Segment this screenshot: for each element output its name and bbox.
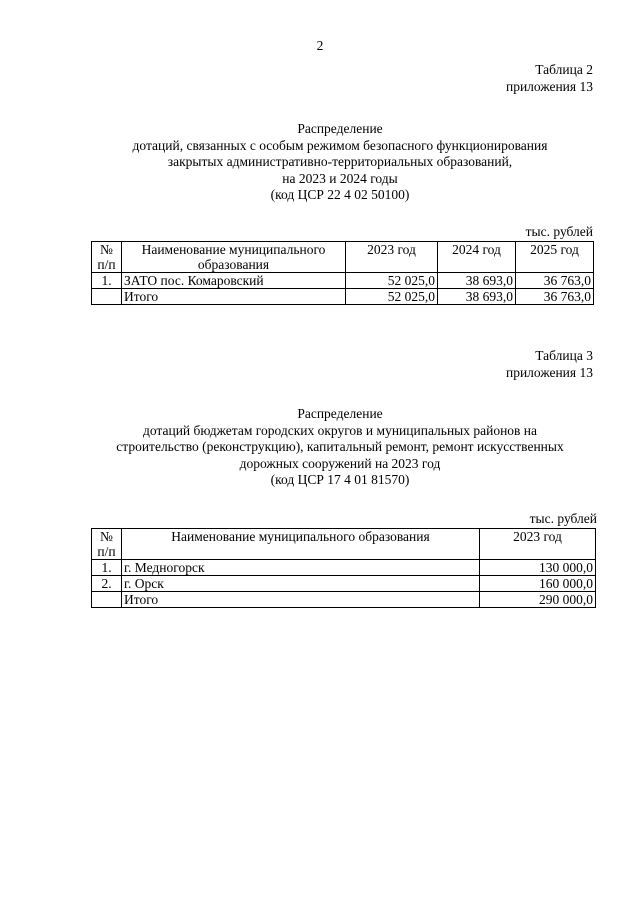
table2-header-name xyxy=(122,242,346,273)
header-name-line2: образования xyxy=(197,257,270,272)
table3-ref-line2: приложения 13 xyxy=(505,365,593,380)
table2-header-num xyxy=(92,242,122,273)
total-num xyxy=(92,289,122,305)
row-num: 1. xyxy=(92,560,122,576)
table-row xyxy=(92,273,594,289)
table2-total-row xyxy=(92,289,594,305)
table3-title xyxy=(60,406,620,489)
table2-title-line: на 2023 и 2024 годы xyxy=(282,170,398,186)
table3-title-line: Распределение xyxy=(297,406,383,421)
total-value-2024: 38 693,0 xyxy=(438,289,516,305)
table2-header-2023: 2023 год xyxy=(346,242,438,273)
row-value-2023: 130 000,0 xyxy=(480,560,596,576)
table3-unit: тыс. рублей xyxy=(529,511,597,526)
total-label: Итого xyxy=(122,289,346,305)
header-num-line1: № xyxy=(100,529,113,544)
table3-title-line: дорожных сооружений на 2023 год xyxy=(239,455,441,471)
table3-title-line: (код ЦСР 17 4 01 81570) xyxy=(270,472,410,487)
table2-header-2024: 2024 год xyxy=(438,242,516,273)
header-num-line2: п/п xyxy=(97,544,116,559)
table2-unit: тыс. рублей xyxy=(525,224,593,239)
total-value-2023: 52 025,0 xyxy=(346,289,438,305)
row-name: ЗАТО пос. Комаровский xyxy=(122,273,346,289)
row-name: г. Орск xyxy=(122,576,480,592)
total-num xyxy=(92,592,122,608)
row-value-2025: 36 763,0 xyxy=(516,273,594,289)
table2-title-line: закрытых административно-территориальных образований, xyxy=(167,154,513,169)
table3 xyxy=(91,528,596,608)
row-value-2024: 38 693,0 xyxy=(438,273,516,289)
table2-title-line: (код ЦСР 22 4 02 50100) xyxy=(270,187,410,202)
header-name-line1: Наименование муниципального xyxy=(141,242,326,257)
table3-header-num xyxy=(92,529,122,560)
page-number: 2 xyxy=(316,38,324,53)
table2-title-line: дотаций, связанных с особым режимом безопасного функционирования xyxy=(132,137,548,153)
table2-title xyxy=(60,121,620,204)
table2-header-row xyxy=(92,242,594,273)
table2-ref-line2: приложения 13 xyxy=(505,79,593,94)
table2 xyxy=(91,241,594,305)
header-num-line1: № xyxy=(100,242,113,257)
table3-header-row xyxy=(92,529,596,560)
row-value-2023: 52 025,0 xyxy=(346,273,438,289)
row-name: г. Медногорск xyxy=(122,560,480,576)
table2-reference xyxy=(506,61,593,95)
header-num-line2: п/п xyxy=(97,257,116,272)
row-num: 1. xyxy=(92,273,122,289)
row-value-2023: 160 000,0 xyxy=(480,576,596,592)
table3-title-line: строительство (реконструкцию), капитальный ремонт, ремонт искусственных xyxy=(116,439,564,454)
table2-header-2025: 2025 год xyxy=(516,242,594,273)
table3-ref-line1: Таблица 3 xyxy=(535,348,593,363)
table-row xyxy=(92,560,596,576)
row-num: 2. xyxy=(92,576,122,592)
table3-header-name: Наименование муниципального образования xyxy=(122,529,480,560)
total-value-2025: 36 763,0 xyxy=(516,289,594,305)
table3-title-line: дотаций бюджетам городских округов и муниципальных районов на xyxy=(142,422,538,438)
table3-reference xyxy=(506,347,593,381)
table3-header-2023: 2023 год xyxy=(480,529,596,560)
total-label: Итого xyxy=(122,592,480,608)
table2-ref-line1: Таблица 2 xyxy=(535,62,593,77)
table-row xyxy=(92,576,596,592)
total-value-2023: 290 000,0 xyxy=(480,592,596,608)
table3-total-row xyxy=(92,592,596,608)
table2-title-line: Распределение xyxy=(297,121,383,136)
